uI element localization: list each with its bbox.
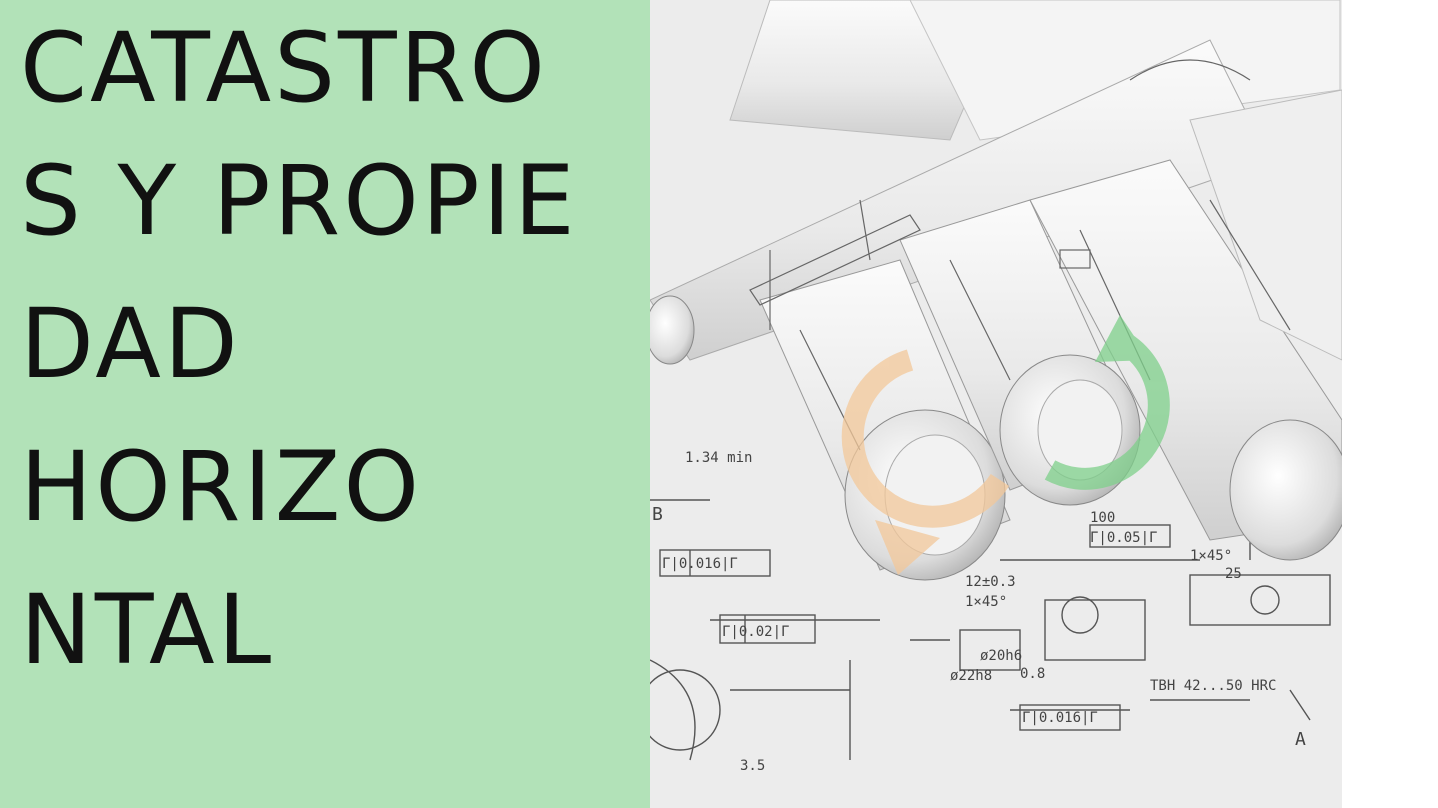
drawing-label: TBH 42...50 HRC (1150, 678, 1277, 694)
drawing-label: Γ|0.05|Γ (1090, 530, 1158, 546)
blueprints-photo (650, 0, 1342, 808)
title-line-2: S Y PROPIE (20, 145, 578, 257)
drawing-label: B (652, 504, 663, 525)
drawing-label: A (1295, 729, 1306, 750)
drawing-label: ø20h6 (980, 648, 1023, 664)
title-line-5: NTAL (20, 574, 275, 686)
drawing-label: Γ|0.016|Γ (662, 556, 738, 572)
blueprints-illustration (650, 0, 1342, 808)
drawing-label: ø22h8 (950, 668, 993, 684)
drawing-label: 1×45° (1190, 548, 1233, 564)
drawing-label: 12±0.3 (965, 574, 1016, 590)
drawing-label: 3.5 (740, 758, 766, 774)
drawing-label: 25 (1225, 566, 1242, 582)
drawing-label: Γ|0.02|Γ (722, 624, 790, 640)
drawing-label: 1×45° (965, 594, 1008, 610)
drawing-label: 0.8 (1020, 666, 1046, 682)
title-line-3: DAD (20, 288, 241, 400)
title-line-4: HORIZO (20, 431, 423, 543)
drawing-label: 1.34 min (685, 450, 753, 466)
drawing-label: 100 (1090, 510, 1116, 526)
title-panel (0, 0, 650, 808)
drawing-label: Γ|0.016|Γ (1022, 710, 1098, 726)
title-line-1: CATASTRO (20, 12, 548, 124)
